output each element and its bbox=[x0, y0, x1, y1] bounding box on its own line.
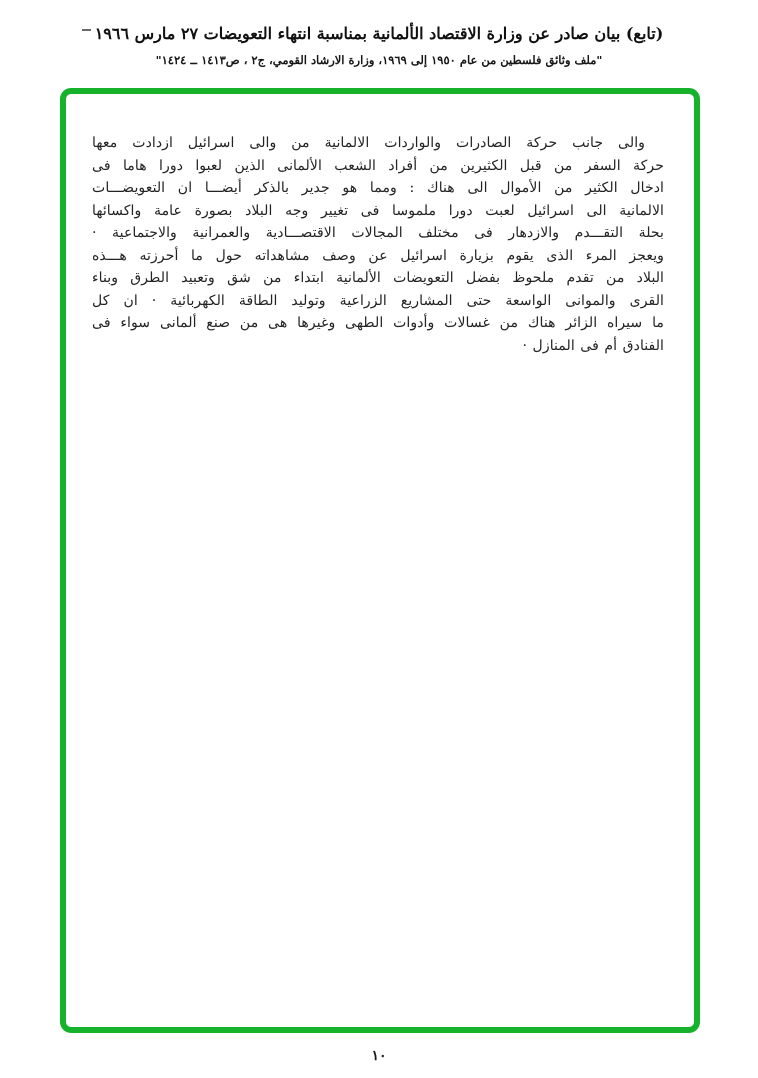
paragraph-line: البلاد من تقدم ملحوظ بفضل التعويضات الألمانية ابتداء من شق وتعبيد الطرق وبناء bbox=[92, 270, 664, 286]
paragraph-line: ادخال الكثير من الأموال الى هناك : ومما هو جدير بالذكر أيضـــا ان التعويضـــات bbox=[92, 180, 664, 196]
page-number: ١٠ bbox=[371, 1048, 387, 1064]
paragraph-line: الالمانية الى اسرائيل لعبت دورا ملموسا فى تغيير وجه البلاد بصورة عامة واكسائها bbox=[92, 202, 664, 219]
body-paragraph bbox=[92, 132, 664, 357]
paragraph-line: والى جانب حركة الصادرات والواردات الالمانية من والى اسرائيل ازدادت معها bbox=[92, 135, 645, 151]
paragraph-line: حركة السفر من قبل الكثيرين من أفراد الشعب الألمانى الذين لعبوا دورا هاما فى bbox=[92, 157, 664, 174]
document-header bbox=[0, 22, 758, 67]
paragraph-line: ويعجز المرء الذى يقوم بزيارة اسرائيل عن وصف مشاهداته حول ما أحرزته هـــذه bbox=[92, 247, 664, 264]
paragraph-line: ما سيراه الزائر هناك من غسالات وأدوات الطهى وغيرها هى من صنع ألمانى سواء فى bbox=[92, 315, 664, 331]
header-title: (تابع) بيان صادر عن وزارة الاقتصاد الألمانية بمناسبة انتهاء التعويضات ٢٧ مارس ١٩٦٦ bbox=[94, 24, 664, 43]
paragraph-line: القرى والموانى الواسعة حتى المشاريع الزراعية وتوليد الطاقة الكهربائية · ان كل bbox=[92, 292, 664, 309]
paragraph-line: الفنادق أم فى المنازل · bbox=[522, 337, 664, 354]
green-border-frame bbox=[60, 88, 700, 1033]
paragraph-line: بحلة التقـــدم والازدهار فى مختلف المجالات الاقتصـــادية والعمرانية والاجتماعية · bbox=[92, 225, 664, 241]
header-source-citation: "ملف وثائق فلسطين من عام ١٩٥٠ إلى ١٩٦٩، وزارة الارشاد القومي، ج٢ ، ص١٤١٣ ــ ١٤٢٤" bbox=[155, 53, 603, 68]
